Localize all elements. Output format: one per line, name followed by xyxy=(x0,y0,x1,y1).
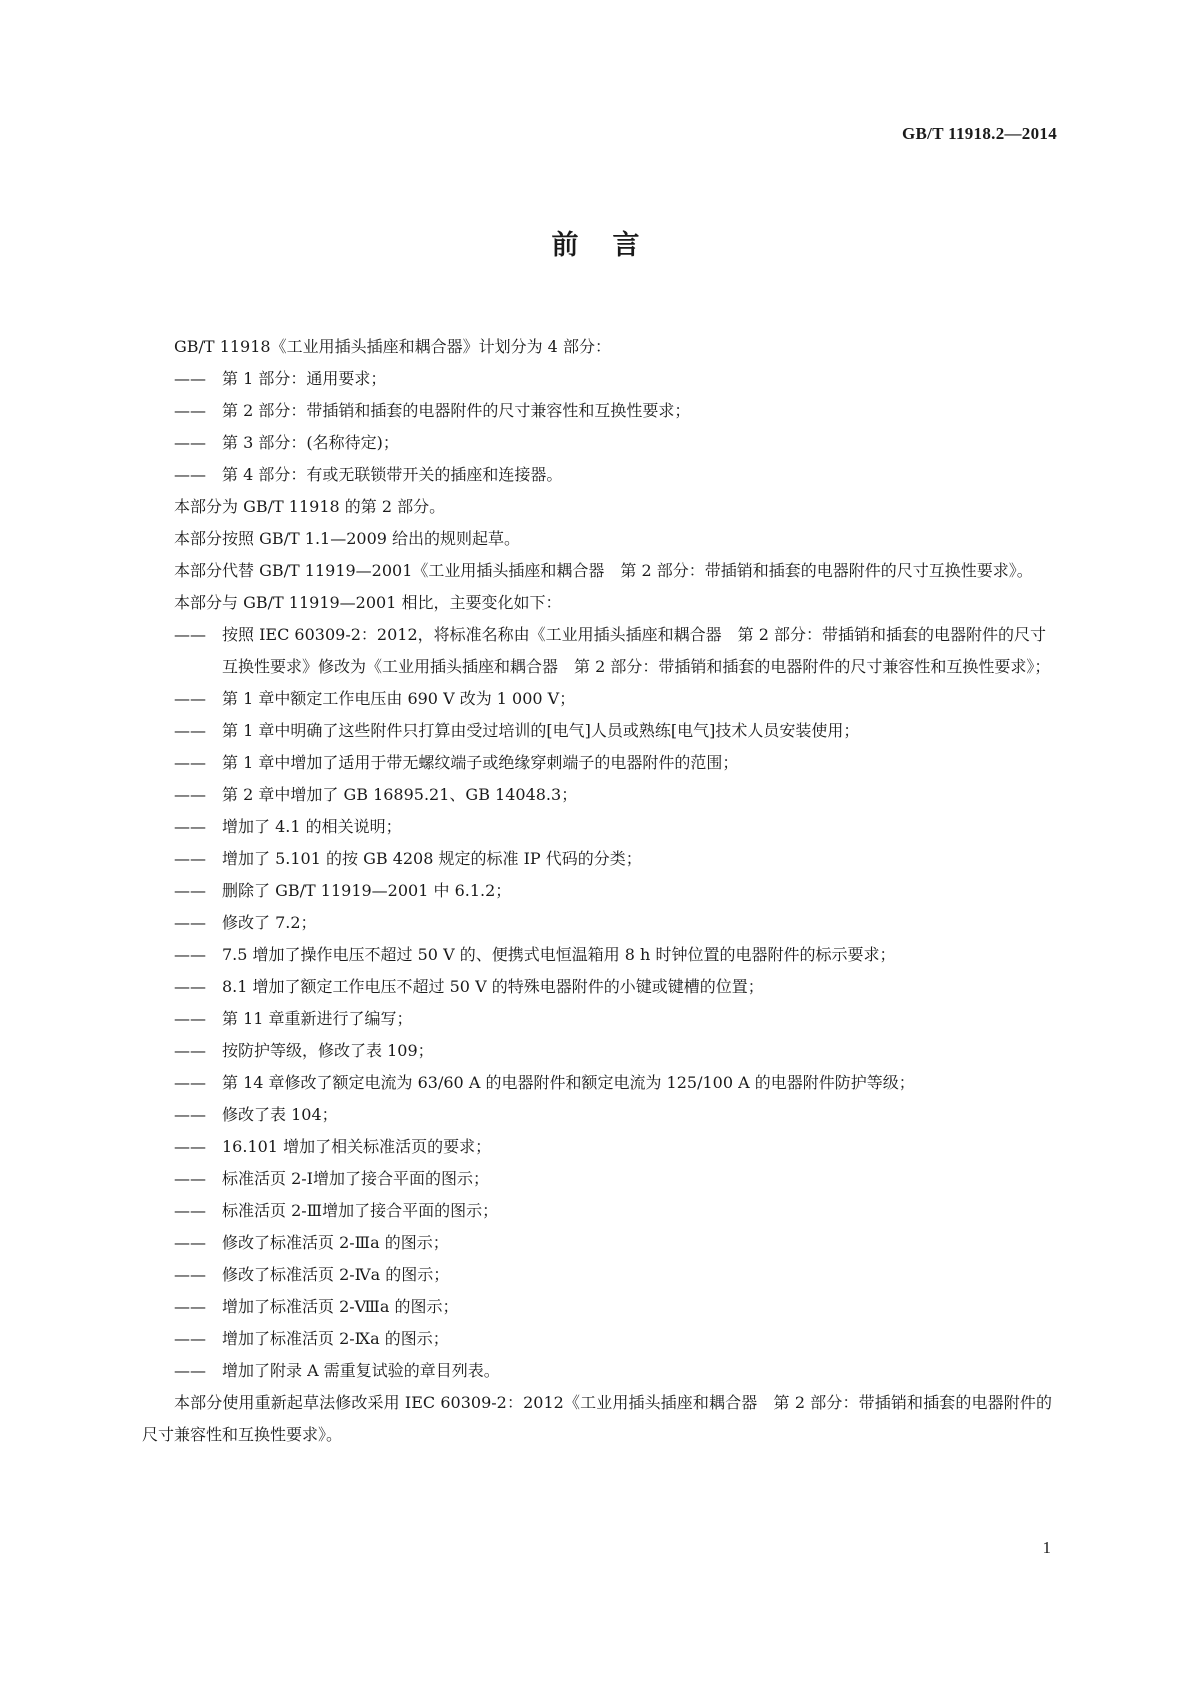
list-item: —— 第 4 部分：有或无联锁带开关的插座和连接器。 xyxy=(142,459,1052,491)
list-item: —— 第 11 章重新进行了编写； xyxy=(142,1003,1052,1035)
adoption-statement: 本部分使用重新起草法修改采用 IEC 60309-2：2012《工业用插头插座和耦合器 第 2 部分：带插销和插套的电器附件的尺寸兼容性和互换性要求》。 xyxy=(142,1393,1052,1444)
em-dash-marker: —— xyxy=(174,1169,206,1188)
list-item: —— 第 2 部分：带插销和插套的电器附件的尺寸兼容性和互换性要求； xyxy=(142,395,1052,427)
em-dash-marker: —— xyxy=(174,1009,206,1028)
em-dash-marker: —— xyxy=(174,433,206,452)
list-item: —— 删除了 GB/T 11919—2001 中 6.1.2； xyxy=(142,875,1052,907)
list-item: —— 修改了表 104； xyxy=(142,1099,1052,1131)
em-dash-marker: —— xyxy=(174,849,206,868)
list-item: —— 第 1 章中额定工作电压由 690 V 改为 1 000 V； xyxy=(142,683,1052,715)
list-item: —— 增加了 5.101 的按 GB 4208 规定的标准 IP 代码的分类； xyxy=(142,843,1052,875)
intro-paragraph: GB/T 11918《工业用插头插座和耦合器》计划分为 4 部分： xyxy=(174,337,611,356)
em-dash-marker: —— xyxy=(174,1329,206,1348)
list-item: —— 标准活页 2-Ⅰ增加了接合平面的图示； xyxy=(142,1163,1052,1195)
page-number: 1 xyxy=(1042,1538,1051,1557)
em-dash-marker: —— xyxy=(174,1265,206,1284)
list-item: —— 16.101 增加了相关标准活页的要求； xyxy=(142,1131,1052,1163)
changes-intro: 本部分与 GB/T 11919—2001 相比，主要变化如下： xyxy=(174,593,562,612)
document-body xyxy=(142,331,1052,1451)
em-dash-marker: —— xyxy=(174,785,206,804)
em-dash-marker: —— xyxy=(174,625,206,644)
list-item: —— 增加了标准活页 2-Ⅷa 的图示； xyxy=(142,1291,1052,1323)
em-dash-marker: —— xyxy=(174,1137,206,1156)
list-item: —— 第 1 章中增加了适用于带无螺纹端子或绝缘穿刺端子的电器附件的范围； xyxy=(142,747,1052,779)
em-dash-marker: —— xyxy=(174,913,206,932)
parts-list xyxy=(142,363,1052,491)
page-title: 前言 xyxy=(551,230,674,261)
list-item: —— 增加了 4.1 的相关说明； xyxy=(142,811,1052,843)
em-dash-marker: —— xyxy=(174,465,206,484)
changes-list xyxy=(142,619,1052,1387)
drafting-rules-statement: 本部分按照 GB/T 1.1—2009 给出的规则起草。 xyxy=(174,529,521,548)
em-dash-marker: —— xyxy=(174,1361,206,1380)
em-dash-marker: —— xyxy=(174,369,206,388)
replacement-statement: 本部分代替 GB/T 11919—2001《工业用插头插座和耦合器 第 2 部分：带插销和插套的电器附件的尺寸互换性要求》。 xyxy=(174,561,1033,580)
list-item: —— 修改了标准活页 2-Ⅳa 的图示； xyxy=(142,1259,1052,1291)
em-dash-marker: —— xyxy=(174,721,206,740)
list-item: —— 7.5 增加了操作电压不超过 50 V 的、便携式电恒温箱用 8 h 时钟位置的电器附件的标示要求； xyxy=(142,939,1052,971)
em-dash-marker: —— xyxy=(174,977,206,996)
em-dash-marker: —— xyxy=(174,1105,206,1124)
em-dash-marker: —— xyxy=(174,1201,206,1220)
list-item: —— 增加了标准活页 2-Ⅸa 的图示； xyxy=(142,1323,1052,1355)
em-dash-marker: —— xyxy=(174,1041,206,1060)
list-item: —— 第 1 章中明确了这些附件只打算由受过培训的[电气]人员或熟练[电气]技术人员安装使用； xyxy=(142,715,1052,747)
list-item: —— 第 2 章中增加了 GB 16895.21、GB 14048.3； xyxy=(142,779,1052,811)
em-dash-marker: —— xyxy=(174,1073,206,1092)
em-dash-marker: —— xyxy=(174,817,206,836)
em-dash-marker: —— xyxy=(174,881,206,900)
em-dash-marker: —— xyxy=(174,945,206,964)
list-item: —— 修改了 7.2； xyxy=(142,907,1052,939)
list-item: —— 增加了附录 A 需重复试验的章目列表。 xyxy=(142,1355,1052,1387)
em-dash-marker: —— xyxy=(174,1297,206,1316)
part-statement: 本部分为 GB/T 11918 的第 2 部分。 xyxy=(174,497,446,516)
em-dash-marker: —— xyxy=(174,1233,206,1252)
list-item: —— 第 3 部分：(名称待定)； xyxy=(142,427,1052,459)
list-item: —— 标准活页 2-Ⅲ增加了接合平面的图示； xyxy=(142,1195,1052,1227)
em-dash-marker: —— xyxy=(174,753,206,772)
list-item: —— 第 1 部分：通用要求； xyxy=(142,363,1052,395)
list-item: —— 8.1 增加了额定工作电压不超过 50 V 的特殊电器附件的小键或键槽的位置； xyxy=(142,971,1052,1003)
list-item: —— 第 14 章修改了额定电流为 63/60 A 的电器附件和额定电流为 125/100 A 的电器附件防护等级； xyxy=(142,1067,1052,1099)
em-dash-marker: —— xyxy=(174,401,206,420)
list-item: —— 按照 IEC 60309-2：2012，将标准名称由《工业用插头插座和耦合器 第 2 部分：带插销和插套的电器附件的尺寸互换性要求》修改为《工业用插头插座和耦合器 第 2 部分：带插销和插套的电器附件的尺寸兼容性和互换性要求》； xyxy=(142,619,1052,683)
list-item: —— 修改了标准活页 2-Ⅲa 的图示； xyxy=(142,1227,1052,1259)
list-item: —— 按防护等级，修改了表 109； xyxy=(142,1035,1052,1067)
standard-code-header: GB/T 11918.2—2014 xyxy=(902,124,1057,143)
em-dash-marker: —— xyxy=(174,689,206,708)
